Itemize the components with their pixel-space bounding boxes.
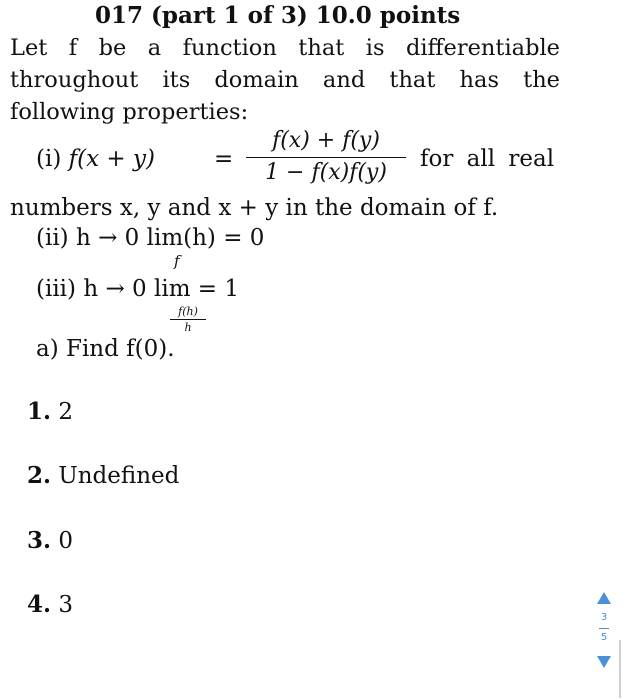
property-i-number: (i): [36, 146, 62, 172]
choice-text: 0: [58, 528, 73, 554]
choice-3[interactable]: [27, 527, 73, 554]
choice-2[interactable]: [27, 462, 179, 489]
choice-4[interactable]: [27, 591, 73, 618]
fraction-denominator: 1 − f(x)f(y): [265, 160, 387, 185]
subscript-denominator: h: [184, 321, 192, 334]
page-navigator: [594, 592, 614, 670]
fraction-bar: [246, 157, 406, 158]
property-i-continuation: numbers x, y and x + y in the domain of f.: [10, 195, 499, 221]
property-ii: (ii) h → 0 lim(h) = 0: [36, 225, 265, 251]
problem-header: 017 (part 1 of 3) 10.0 points: [95, 2, 461, 29]
choice-text: 2: [58, 399, 73, 425]
problem-statement: Let f be a function that is differentiable throughout its domain and that has the following properties:: [10, 35, 560, 125]
choice-number: 4.: [27, 591, 52, 618]
property-i-lhs: f(x + y): [68, 146, 155, 172]
choice-1[interactable]: [27, 398, 73, 425]
choice-number: 2.: [27, 462, 52, 489]
subscript-bar: [170, 319, 206, 320]
fraction-numerator: f(x) + f(y): [272, 128, 380, 153]
property-i-equals: =: [214, 146, 234, 172]
property-iii: (iii) h → 0 lim = 1: [36, 276, 240, 302]
property-i-condition: for all real: [420, 146, 555, 172]
choice-text: 3: [58, 592, 73, 618]
property-i-fraction: [246, 127, 406, 187]
page-edge-divider: [619, 640, 621, 698]
choice-number: 1.: [27, 398, 52, 425]
subscript-numerator: f(h): [178, 305, 198, 318]
choice-text: Undefined: [58, 463, 180, 489]
current-page: 3: [600, 612, 608, 623]
page-divider: [599, 628, 609, 629]
total-pages: 5: [600, 632, 608, 643]
question-prompt: a) Find f(0).: [36, 336, 175, 362]
triangle-down-icon[interactable]: [597, 656, 611, 668]
property-i-label: [36, 146, 155, 172]
triangle-up-icon[interactable]: [597, 592, 611, 604]
choice-number: 3.: [27, 527, 52, 554]
property-ii-subscript: f: [174, 252, 180, 270]
property-iii-subscript: [170, 305, 206, 334]
